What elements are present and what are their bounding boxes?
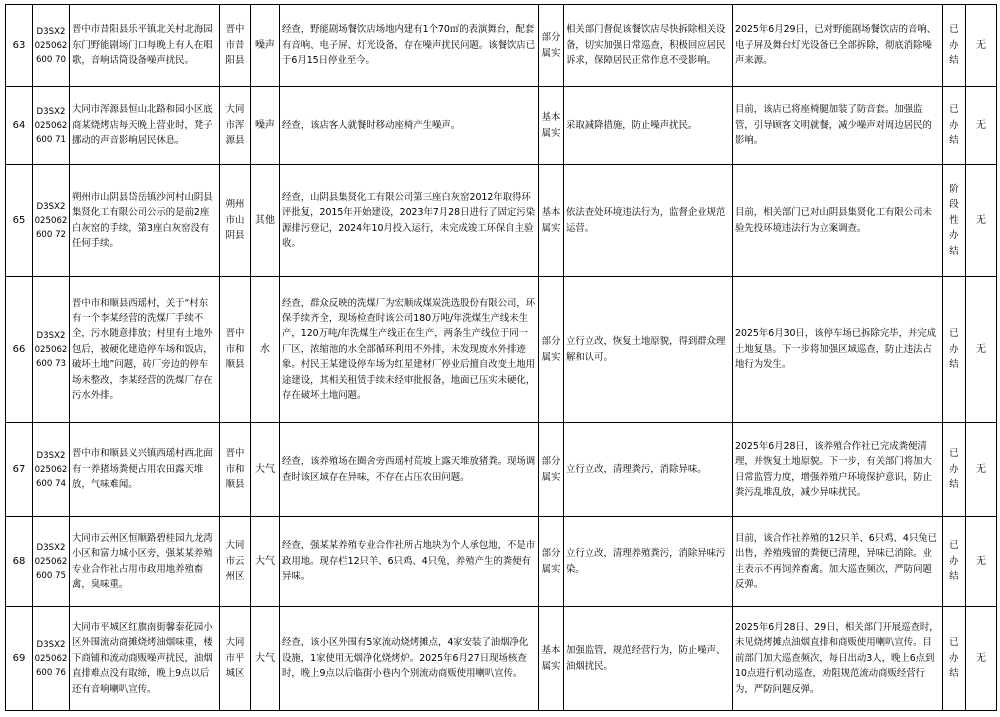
investigation-finding: 经查，该小区外围有5家流动烧烤摊点，4家安装了油烟净化设施，1家使用无烟净化烧烤炉。2025年6月27日现场核查时，晚上9点以后临街小巷内个别流动商贩使用喇叭宣传。 xyxy=(280,607,539,711)
region: 晋中市昔阳县 xyxy=(220,5,251,87)
complaint-content: 大同市云州区恒顺路碧桂园九龙湾小区和富力城小区旁，强某某养殖专业合作社占用市政用地养殖畜禽，臭味重。 xyxy=(70,517,220,607)
table-row xyxy=(6,87,997,165)
pollution-type: 噪声 xyxy=(251,5,280,87)
handling-measure: 立行立改，清理粪污，消除异味。 xyxy=(564,423,733,517)
complaint-content: 晋中市昔阳县乐平镇北关村北海园东门野能剧场门口每晚上有人在唱歌，音响话筒设备噪声扰民。 xyxy=(70,5,220,87)
verdict: 部分属实 xyxy=(539,5,564,87)
rectification-progress: 2025年6月30日，该停车场已拆除完毕，并完成土地复垦。下一步将加强区域巡查，防止违法占地行为发生。 xyxy=(733,277,943,423)
rectification-progress: 目前，相关部门已对山阴县集贤化工有限公司未验先投环境违法行为立案调查。 xyxy=(733,165,943,277)
verdict: 部分属实 xyxy=(539,517,564,607)
pollution-type: 水 xyxy=(251,277,280,423)
complaint-content: 大同市平城区红旗南街馨泰花园小区外围流动商摊烧烤油烟味重，楼下商铺和流动商贩噪声扰民，油烟直排难点没有取缔，晚上9点以后还有音响喇叭宣传。 xyxy=(70,607,220,711)
case-code: D3SX2025062600 75 xyxy=(33,517,70,607)
accountability: 无 xyxy=(966,165,997,277)
pollution-type: 大气 xyxy=(251,423,280,517)
region: 大同市平城区 xyxy=(220,607,251,711)
row-number: 68 xyxy=(6,517,33,607)
pollution-type: 大气 xyxy=(251,607,280,711)
row-number: 66 xyxy=(6,277,33,423)
verdict: 基本属实 xyxy=(539,165,564,277)
accountability: 无 xyxy=(966,87,997,165)
rectification-progress: 2025年6月28日、29日，相关部门开展巡查时，未见烧烤摊点油烟直排和商贩使用喇叭宣传。目前部门加大巡查频次，每日出动3人，晚上6点到10点进行机动巡查，劝阻规范流动商贩经营行为，严防问题反弹。 xyxy=(733,607,943,711)
complaint-content: 晋中市和顺县西瑶村，关于“村东有一个李某经营的洗煤厂手续不全，污水随意排放；村里有土地外包后，被硬化建造停车场和饭店，破坏土地”问题，砖厂旁边的停车场未整改，李某经营的洗煤厂存在污水外排。 xyxy=(70,277,220,423)
table-row xyxy=(6,517,997,607)
row-number: 67 xyxy=(6,423,33,517)
case-status: 已办结 xyxy=(943,423,966,517)
handling-measure: 采取减降措施，防止噪声扰民。 xyxy=(564,87,733,165)
table-row xyxy=(6,5,997,87)
verdict: 基本属实 xyxy=(539,87,564,165)
handling-measure: 相关部门督促该餐饮店尽快拆除相关设备，切实加强日常巡查，积极回应居民诉求，保障居民正常作息不受影响。 xyxy=(564,5,733,87)
row-number: 69 xyxy=(6,607,33,711)
investigation-finding: 经查，野能剧场餐饮店场地内建有1个70㎡的表演舞台，配套有音响、电子屏、灯光设备，存在噪声扰民问题。该餐饮店已于6月15日停业至今。 xyxy=(280,5,539,87)
accountability: 无 xyxy=(966,607,997,711)
table-row xyxy=(6,423,997,517)
case-status: 已办结 xyxy=(943,87,966,165)
case-status: 阶段性办结 xyxy=(943,165,966,277)
case-status: 已办结 xyxy=(943,5,966,87)
pollution-type: 其他 xyxy=(251,165,280,277)
rectification-progress: 目前，该店已将座椅腿加装了防音套。加强监管，引导顾客文明就餐，减少噪声对周边居民的影响。 xyxy=(733,87,943,165)
handling-measure: 立行立改，恢复土地原貌，得到群众理解和认可。 xyxy=(564,277,733,423)
complaint-content: 晋中市和顺县义兴镇西瑶村西北面有一养猪场粪便占用农田露天堆放，气味难闻。 xyxy=(70,423,220,517)
table-row xyxy=(6,277,997,423)
investigation-finding: 经查，该养殖场在圈舍旁西瑶村荒坡上露天堆放猪粪。现场调查时该区域存在异味，不存在占压农田问题。 xyxy=(280,423,539,517)
region: 大同市云州区 xyxy=(220,517,251,607)
case-status: 已办结 xyxy=(943,517,966,607)
rectification-progress: 2025年6月28日，该养殖合作社已完成粪便清理，并恢复土地原貌。下一步，有关部门将加大日常监管力度，增强养殖户环境保护意识，防止粪污乱堆乱放，减少异味扰民。 xyxy=(733,423,943,517)
handling-measure: 依法查处环境违法行为，监督企业规范运营。 xyxy=(564,165,733,277)
handling-measure: 立行立改，清理养殖粪污，消除异味污染。 xyxy=(564,517,733,607)
region: 晋中市和顺县 xyxy=(220,277,251,423)
handling-measure: 加强监管，规范经营行为，防止噪声、油烟扰民。 xyxy=(564,607,733,711)
case-status: 已办结 xyxy=(943,607,966,711)
verdict: 部分属实 xyxy=(539,277,564,423)
table-row xyxy=(6,607,997,711)
accountability: 无 xyxy=(966,5,997,87)
case-code: D3SX2025062600 73 xyxy=(33,277,70,423)
row-number: 64 xyxy=(6,87,33,165)
case-status: 已办结 xyxy=(943,277,966,423)
pollution-type: 噪声 xyxy=(251,87,280,165)
table-row xyxy=(6,165,997,277)
investigation-finding: 经查，群众反映的洗煤厂为宏顺成煤炭洗选股份有限公司，环保手续齐全，现场检查时该公司180万吨/年洗煤生产线未生产，120万吨/年洗煤生产线正在生产，两条生产线位于同一厂区，浓缩池的水全部循环利用不外排，未发现废水外排迹象。村民王某建设停车场为红星建材厂停业后擅自改变土地用途建设，其相关租赁手续未经审批报备，地面已压实未硬化，存在破坏土地问题。 xyxy=(280,277,539,423)
region: 大同市浑源县 xyxy=(220,87,251,165)
case-code: D3SX2025062600 76 xyxy=(33,607,70,711)
case-code: D3SX2025062600 70 xyxy=(33,5,70,87)
case-table xyxy=(5,4,997,711)
region: 朔州市山阴县 xyxy=(220,165,251,277)
rectification-progress: 2025年6月29日，已对野能剧场餐饮店的音响、电子屏及舞台灯光设备已全部拆除，彻底消除噪声来源。 xyxy=(733,5,943,87)
region: 晋中市和顺县 xyxy=(220,423,251,517)
case-code: D3SX2025062600 74 xyxy=(33,423,70,517)
pollution-type: 大气 xyxy=(251,517,280,607)
investigation-finding: 经查，该店客人就餐时移动座椅产生噪声。 xyxy=(280,87,539,165)
accountability: 无 xyxy=(966,277,997,423)
accountability: 无 xyxy=(966,517,997,607)
row-number: 63 xyxy=(6,5,33,87)
verdict: 基本属实 xyxy=(539,607,564,711)
complaint-content: 朔州市山阴县岱岳镇沙河村山阴县集贤化工有限公司公示的是前2座白灰窑的手续，第3座白灰窑没有任何手续。 xyxy=(70,165,220,277)
verdict: 部分属实 xyxy=(539,423,564,517)
rectification-progress: 目前，该合作社养殖的12只羊、6只鸡、4只兔已出售，养殖残留的粪便已清理，异味已消除。业主表示不再饲养畜禽。加大巡查频次，严防问题反弹。 xyxy=(733,517,943,607)
accountability: 无 xyxy=(966,423,997,517)
investigation-finding: 经查，强某某养殖专业合作社所占地块为个人承包地，不是市政用地。现存栏12只羊、6只鸡、4只兔，养殖产生的粪便有异味。 xyxy=(280,517,539,607)
case-code: D3SX2025062600 71 xyxy=(33,87,70,165)
row-number: 65 xyxy=(6,165,33,277)
case-code: D3SX2025062600 72 xyxy=(33,165,70,277)
investigation-finding: 经查，山阴县集贤化工有限公司第三座白灰窑2012年取得环评批复，2015年开始建设，2023年7月28日进行了固定污染源排污登记，2024年10月投入运行，未完成竣工环保自主验收。 xyxy=(280,165,539,277)
complaint-content: 大同市浑源县恒山北路和园小区底商某烧烤店每天晚上营业时，凳子挪动的声音影响居民休息。 xyxy=(70,87,220,165)
